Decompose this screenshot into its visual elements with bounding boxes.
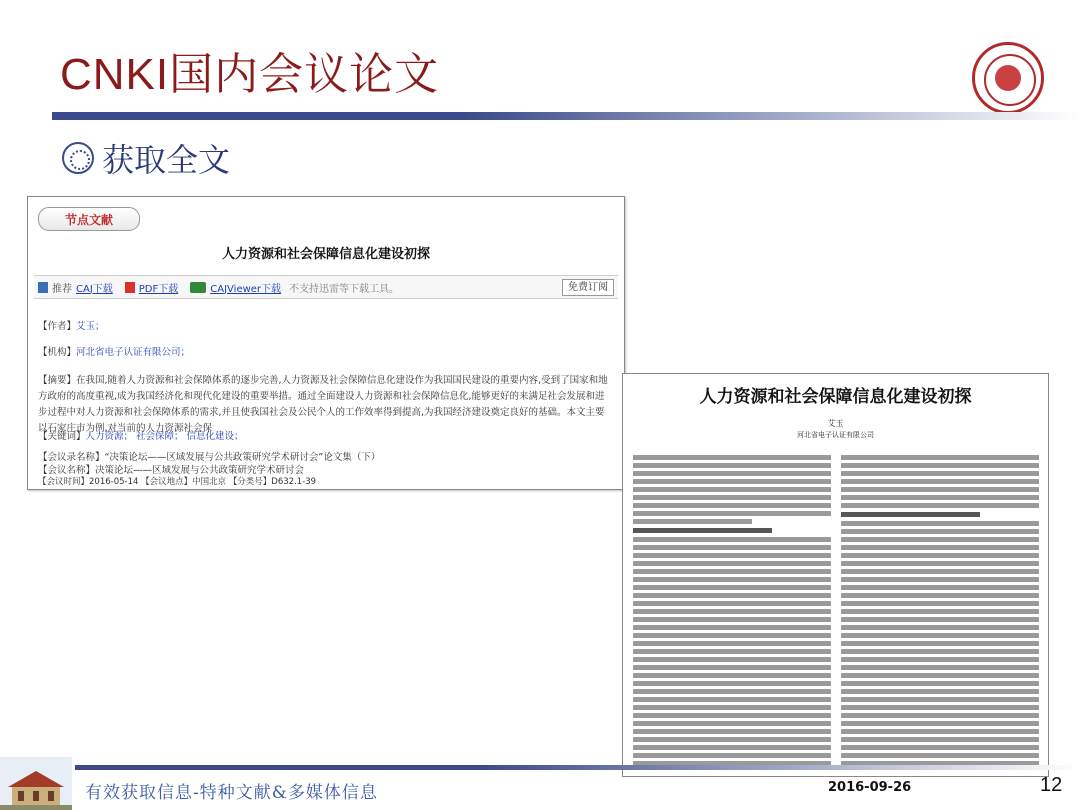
page-number: 12 [1040,774,1063,796]
keywords-links[interactable]: 人力资源； 社会保障； 信息化建设； [85,431,244,442]
abstract-row [38,373,614,437]
subtitle-row [62,138,230,178]
keywords-row [38,429,614,445]
conference-meta [38,477,614,488]
free-subscribe-button[interactable]: 免费订阅 [562,279,614,296]
cnki-screenshot [27,196,625,490]
conf-time-line: 【会议时间】2016-05-14 【会议地点】中国北京 【分类号】D632.1-39 [38,477,317,487]
org-key: 【机构】 [38,347,77,358]
pdf-download-link[interactable]: PDF下载 [138,283,179,295]
download-bar [34,275,618,299]
conference-info [38,451,614,477]
abstract-key: 【摘要】 [38,375,77,386]
title-divider [52,112,1080,120]
recommend-label: 推荐 [52,283,72,295]
caj-icon [38,282,48,293]
paper-title: 人力资源和社会保障信息化建设初探 [221,247,430,262]
bullet-icon [62,142,94,174]
viewer-icon [190,282,206,293]
footer-divider [75,765,1080,770]
org-link[interactable]: 河北省电子认证有限公司； [76,347,191,358]
keywords-key: 【关键词】 [38,431,86,442]
paper-preview [622,373,1049,777]
preview-author: 艾玉 [827,419,844,428]
author-link[interactable]: 艾玉； [76,321,105,332]
footer-date: 2016-09-26 [828,780,912,795]
preview-column-right [841,452,1039,772]
org-row [38,345,614,361]
campus-photo [0,757,72,810]
slide-title: CNKI国内会议论文 [60,50,440,99]
caj-download-link[interactable]: CAJ下载 [76,283,113,295]
university-seal-logo [972,42,1044,114]
author-key: 【作者】 [38,321,77,332]
download-note: 不支持迅雷等下载工具。 [289,283,400,295]
slide-subtitle: 获取全文 [102,141,231,179]
preview-column-left [633,452,831,772]
pdf-icon [125,282,135,293]
cajviewer-download-link[interactable]: CAJViewer下载 [210,283,282,295]
preview-title: 人力资源和社会保障信息化建设初探 [699,387,972,407]
conf-record-name: 【会议录名称】“决策论坛——区域发展与公共政策研究学术研讨会”论文集（下） [38,452,381,463]
author-row [38,319,614,335]
conf-name: 【会议名称】决策论坛——区域发展与公共政策研究学术研讨会 [38,465,305,476]
node-document-badge: 节点文献 [38,207,140,231]
footer-text: 有效获取信息-特种文献&多媒体信息 [85,783,378,803]
preview-org: 河北省电子认证有限公司 [797,431,874,439]
abstract-text: 在我国,随着人力资源和社会保障体系的逐步完善,人力资源及社会保障信息化建设作为我国国民建设的重要内容,受到了国家和地方政府的高度重视,成为我国经济化和现代化建设的重要举措。通过全面建设人力资源和社会保障信息化,能够更好的来满足社会发展和进步过程中对人力资源和社会保障体系的需求,并且使我国社会及公民个人的工作效率得到提高,为我国经济建设奠定良好的基础。本文主要以石家庄市为例,对当前的人力资源社会保 [38,375,608,434]
